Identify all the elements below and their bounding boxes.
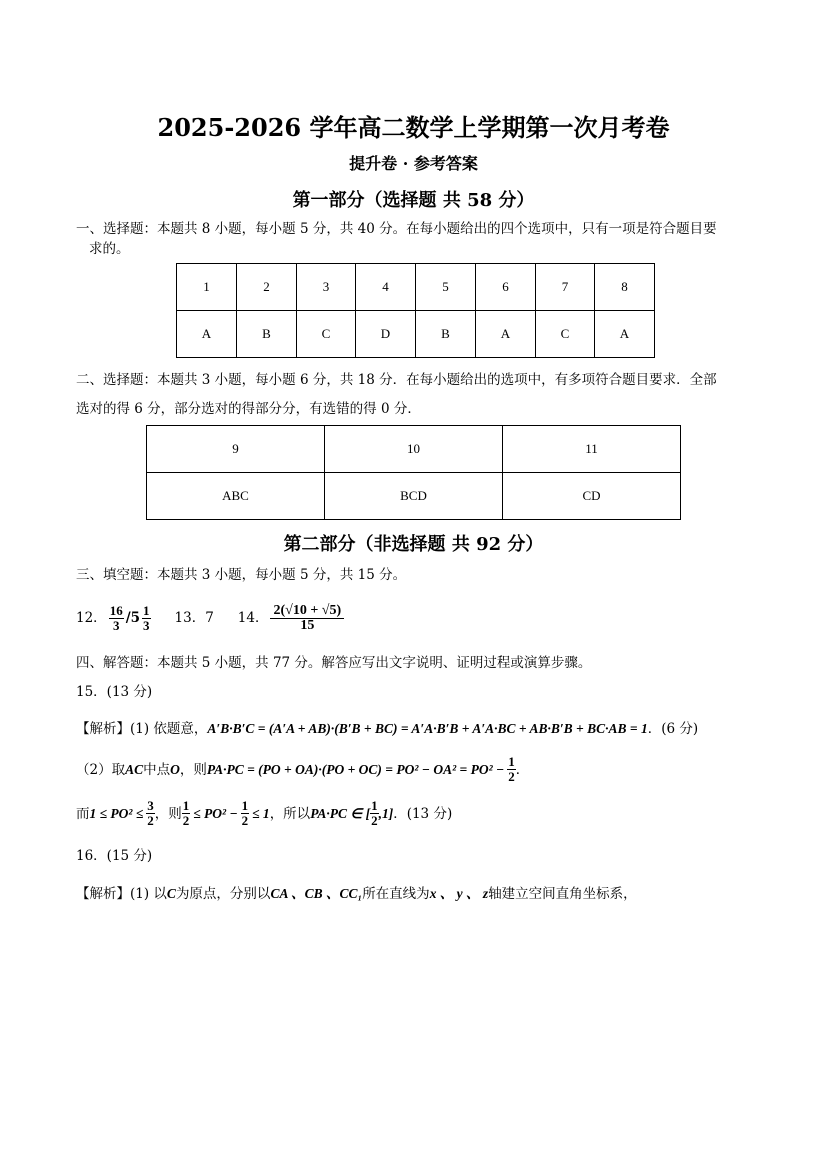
- math: PA·PC ∈ [: [310, 805, 371, 821]
- q15-part1-label: 【解析】(1) 依题意，: [76, 721, 208, 737]
- table-cell: ABC: [147, 473, 325, 520]
- table-row: [147, 473, 681, 520]
- section1-line1: 一、选择题：本题共 8 小题，每小题 5 分，共 40 分。在每小题给出的四个选项中，只有一项是符合题目要: [76, 221, 717, 237]
- section2-instructions: [76, 366, 756, 424]
- fraction: $\frac{1}{2}$: [508, 754, 515, 784]
- table-cell: C: [536, 311, 595, 358]
- table-cell: B: [416, 311, 476, 358]
- math-ac: AC: [125, 761, 144, 777]
- part2-heading: 第二部分（非选择题 共 92 分）: [283, 534, 544, 555]
- table-cell: 3: [297, 264, 356, 311]
- q15-part1-equation: A′B·B′C = (A′A + AB)·(B′B + BC) = A′A·B′B + A′A·BC + AB·B′B + BC·AB = 1: [207, 721, 648, 736]
- table-cell: 10: [325, 426, 503, 473]
- q15-part1-score: ．(6 分): [647, 721, 699, 737]
- table-cell: A: [476, 311, 536, 358]
- text: 中点: [143, 761, 171, 778]
- fraction: $\frac{1}{2}$: [241, 798, 249, 828]
- q15-heading: 15．(13 分): [76, 684, 153, 700]
- text: ，则: [179, 761, 207, 778]
- table-cell: 9: [147, 426, 325, 473]
- table-cell: A: [177, 311, 237, 358]
- q15-part2: [76, 755, 529, 784]
- math: ≤ PO² −: [193, 805, 238, 821]
- math-axes: CA 、CB 、CC₁: [270, 886, 363, 901]
- table-cell: 8: [595, 264, 655, 311]
- page-title: 2025-2026 学年高二数学上学期第一次月考卷: [157, 113, 670, 142]
- q16-part1: [76, 884, 637, 904]
- table-row: [177, 311, 655, 358]
- q16-heading: 16．(15 分): [76, 848, 153, 864]
- math-o: O: [170, 761, 180, 777]
- text: ，则: [154, 805, 182, 822]
- q15-part3-score: ．(13 分): [393, 805, 453, 822]
- fraction: $\frac{3}{2}$: [147, 798, 154, 828]
- table-cell: BCD: [325, 473, 503, 520]
- text: 所在直线为: [362, 886, 430, 902]
- table-cell: D: [356, 311, 416, 358]
- q14-label: 14．: [237, 610, 269, 626]
- q13-answer: 13．7: [174, 610, 214, 626]
- q12-label: 12．: [76, 610, 107, 626]
- table-row: [147, 426, 681, 473]
- q12-fraction: $\frac{16}{3}$: [109, 602, 123, 633]
- table-cell: 7: [536, 264, 595, 311]
- table-cell: CD: [503, 473, 681, 520]
- section2-line1: 二、选择题：本题共 3 小题，每小题 6 分，共 18 分．在每小题给出的选项中，有多项符合题目要求．全部: [76, 372, 717, 388]
- math: ≤ 1: [252, 805, 270, 821]
- table-cell: 4: [356, 264, 416, 311]
- text: ，所以: [269, 805, 311, 822]
- q15-part3: [76, 799, 452, 828]
- table-cell: 11: [503, 426, 681, 473]
- part1-heading: 第一部分（选择题 共 58 分）: [292, 190, 535, 211]
- fraction: $\frac{1}{2}$: [371, 798, 378, 828]
- table-cell: 2: [237, 264, 297, 311]
- fraction: $\frac{1}{2}$: [182, 798, 190, 828]
- text: 而: [76, 805, 90, 822]
- q15-part2-equation: PA·PC = (PO + OA)·(PO + OC) = PO² − OA² = PO² −: [206, 761, 505, 777]
- text: 【解析】(1) 以: [76, 886, 167, 902]
- fill-in-answers: [76, 598, 344, 638]
- section4-instructions: 四、解答题：本题共 5 小题，共 77 分。解答应写出文字说明、证明过程或演算步骤。: [76, 655, 592, 671]
- section1-instructions: [76, 219, 756, 259]
- section3-instructions: 三、填空题：本题共 3 小题，每小题 5 分，共 15 分。: [76, 567, 407, 583]
- text: 轴建立空间直角坐标系，: [488, 886, 637, 902]
- q15-part1: [76, 719, 698, 739]
- text: ．: [515, 761, 530, 778]
- text: 为原点，分别以: [175, 886, 271, 902]
- table-cell: B: [237, 311, 297, 358]
- section2-line2: 选对的得 6 分，部分选对的得部分分，有选错的得 0 分．: [76, 401, 421, 417]
- q12-fraction-2: $\frac{1}{3}$: [143, 602, 150, 633]
- table-row: [177, 264, 655, 311]
- table-cell: C: [297, 311, 356, 358]
- text: （2）取: [76, 761, 126, 778]
- math: ,1]: [378, 805, 394, 821]
- table-cell: 5: [416, 264, 476, 311]
- table-cell: 1: [177, 264, 237, 311]
- q14-fraction: $\frac{2(√10 + √5)}{15}$: [270, 604, 344, 633]
- q12-separator: /5: [125, 610, 141, 626]
- answer-table-2: [146, 425, 681, 520]
- section1-line2: 求的。: [89, 241, 130, 257]
- math-c: C: [166, 886, 176, 901]
- math-xyz: x 、 y 、 z: [429, 886, 489, 901]
- math: 1 ≤ PO² ≤: [89, 805, 144, 821]
- page-subtitle: 提升卷 · 参考答案: [349, 154, 478, 173]
- table-cell: 6: [476, 264, 536, 311]
- table-cell: A: [595, 311, 655, 358]
- answer-table-1: [176, 263, 655, 358]
